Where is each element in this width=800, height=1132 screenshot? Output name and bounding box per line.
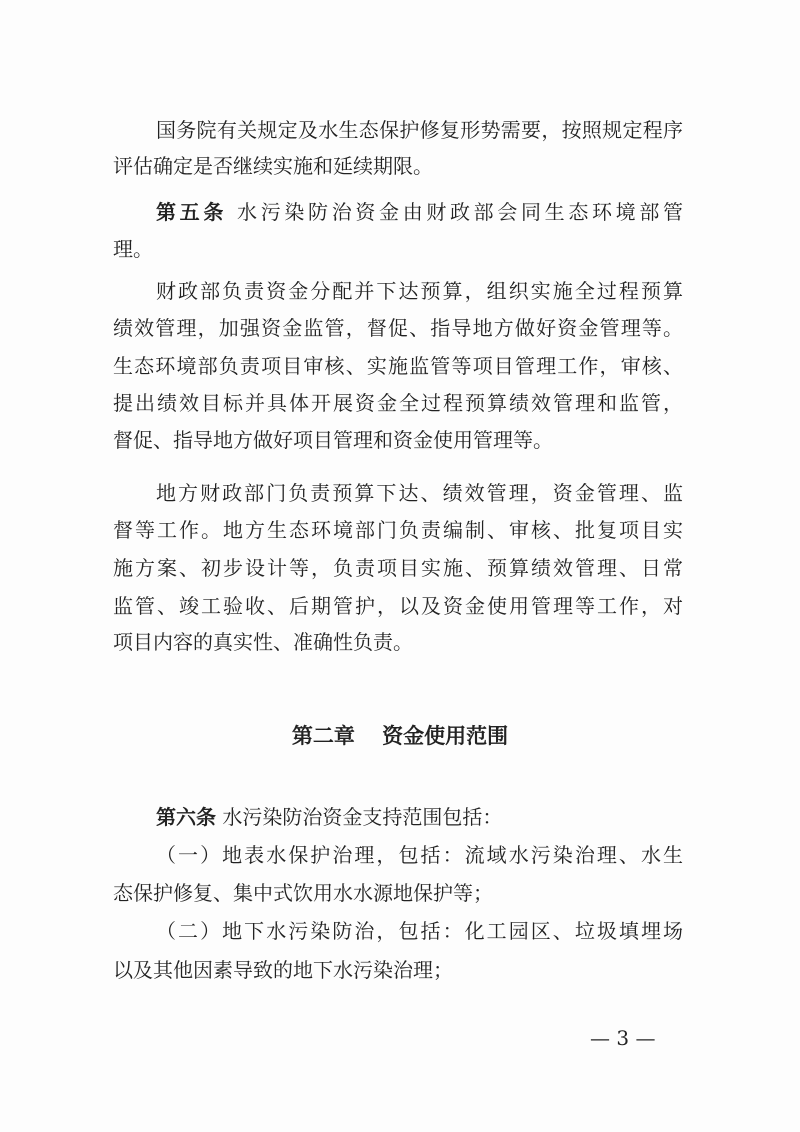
page-number: — 3 — — [590, 1026, 656, 1050]
text-span: 水污染防治资金支持范围包括： — [222, 805, 503, 829]
text-line: 督等工作。地方生态环境部门负责编制、审核、批复项目实 — [113, 518, 683, 542]
chapter-heading — [0, 720, 800, 750]
article-6-lead: 第六条 — [156, 805, 216, 829]
text-span: 水污染防治资金由财政部会同生态环境部管 — [237, 200, 684, 224]
text-line: 国务院有关规定及水生态保护修复形势需要，按照规定程序 — [156, 118, 683, 142]
article-5-lead: 第五条 — [156, 200, 227, 224]
text-line: （二）地下水污染防治，包括：化工园区、垃圾填埋场 — [156, 919, 683, 943]
text-line: 财政部负责资金分配并下达预算，组织实施全过程预算 — [156, 279, 683, 303]
text-line: 提出绩效目标并具体开展资金全过程预算绩效管理和监管， — [113, 391, 683, 415]
text-line: 监管、竣工验收、后期管护，以及资金使用管理等工作，对 — [113, 594, 683, 618]
text-line: 理。 — [113, 237, 153, 261]
text-line: 态保护修复、集中式饮用水水源地保护等； — [113, 881, 493, 905]
article-6-line — [156, 804, 683, 830]
text-line: 以及其他因素导致的地下水污染治理； — [113, 958, 453, 982]
text-line: 地方财政部门负责预算下达、绩效管理，资金管理、监 — [156, 481, 683, 505]
article-5-line — [156, 199, 683, 225]
text-line: 生态环境部负责项目审核、实施监管等项目管理工作，审核、 — [113, 354, 683, 378]
text-line: 评估确定是否继续实施和延续期限。 — [113, 154, 433, 178]
text-line: 督促、指导地方做好项目管理和资金使用管理等。 — [113, 428, 553, 452]
text-line: （一）地表水保护治理，包括：流域水污染治理、水生 — [156, 843, 683, 867]
chapter-number: 第二章 — [291, 724, 355, 748]
text-line: 项目内容的真实性、准确性负责。 — [113, 630, 413, 654]
chapter-title: 资金使用范围 — [382, 724, 509, 748]
text-line: 绩效管理，加强资金监管，督促、指导地方做好资金管理等。 — [113, 316, 683, 340]
text-line: 施方案、初步设计等，负责项目实施、预算绩效管理、日常 — [113, 556, 683, 580]
